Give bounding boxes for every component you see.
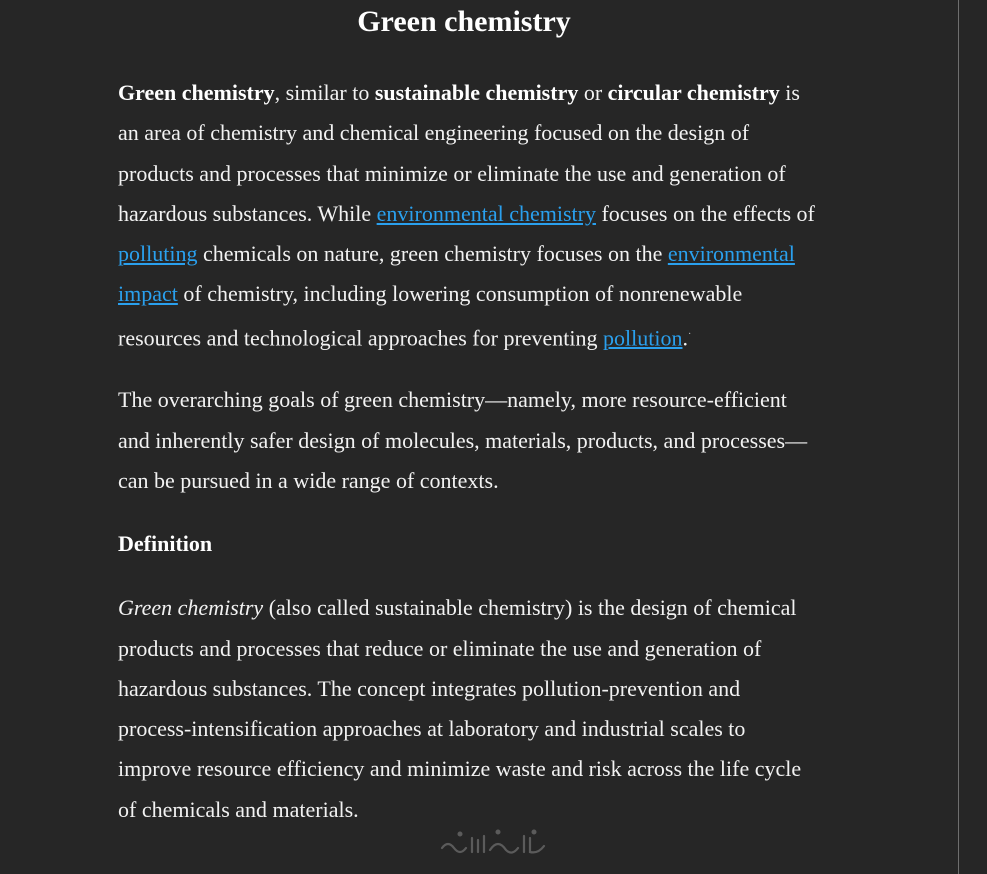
reference-marker[interactable]: · [687,328,692,340]
article-body [118,73,818,830]
intro-text-4: focuses on the effects of [595,200,815,226]
intro-text-6: of chemistry, including lowering consumption of nonrenewable resources and technological approaches for preventing [118,281,743,351]
link-polluting[interactable]: polluting [118,241,198,267]
term-sustainable-chemistry: sustainable chemistry [374,80,579,105]
term-green-chemistry: Green chemistry [118,80,275,105]
definition-paragraph [118,588,818,830]
definition-heading: Definition [118,531,213,557]
intro-text-1: , similar to [274,80,375,105]
definition-term: Green chemistry [118,595,264,621]
term-circular-chemistry: circular chemistry [607,80,780,105]
right-gutter [959,0,987,874]
intro-paragraph [118,73,818,358]
watermark-logo-icon [434,826,554,862]
link-pollution[interactable]: pollution [603,325,683,351]
intro-text-2: or [578,80,608,105]
link-environmental-chemistry[interactable]: environmental chemistry [376,200,596,226]
definition-text: (also called sustainable chemistry) is the design of chemical products and processes that reduce or eliminate the use and generation of hazardous substances. The concept integrates pollution-prevention and process-intensification approaches at laboratory and industrial scales to improve resource efficiency and minimize waste and risk across the life cycle of chemicals and materials. [118,595,802,822]
intro-text-5: chemicals on nature, green chemistry focuses on the [197,241,668,267]
intro-text-3: is an area of chemistry and chemical engineering focused on the design of products and processes that minimize or eliminate the use and generation of hazardous substances. While [118,80,800,226]
page-title: Green chemistry [357,5,571,38]
goals-paragraph: The overarching goals of green chemistry—namely, more resource-efficient and inherently safer design of molecules, materials, products, and processes—can be pursued in a wide range of contexts. [118,387,808,493]
intro-text-7: . [682,325,688,351]
link-environmental-impact[interactable]: environmental impact [118,241,795,307]
